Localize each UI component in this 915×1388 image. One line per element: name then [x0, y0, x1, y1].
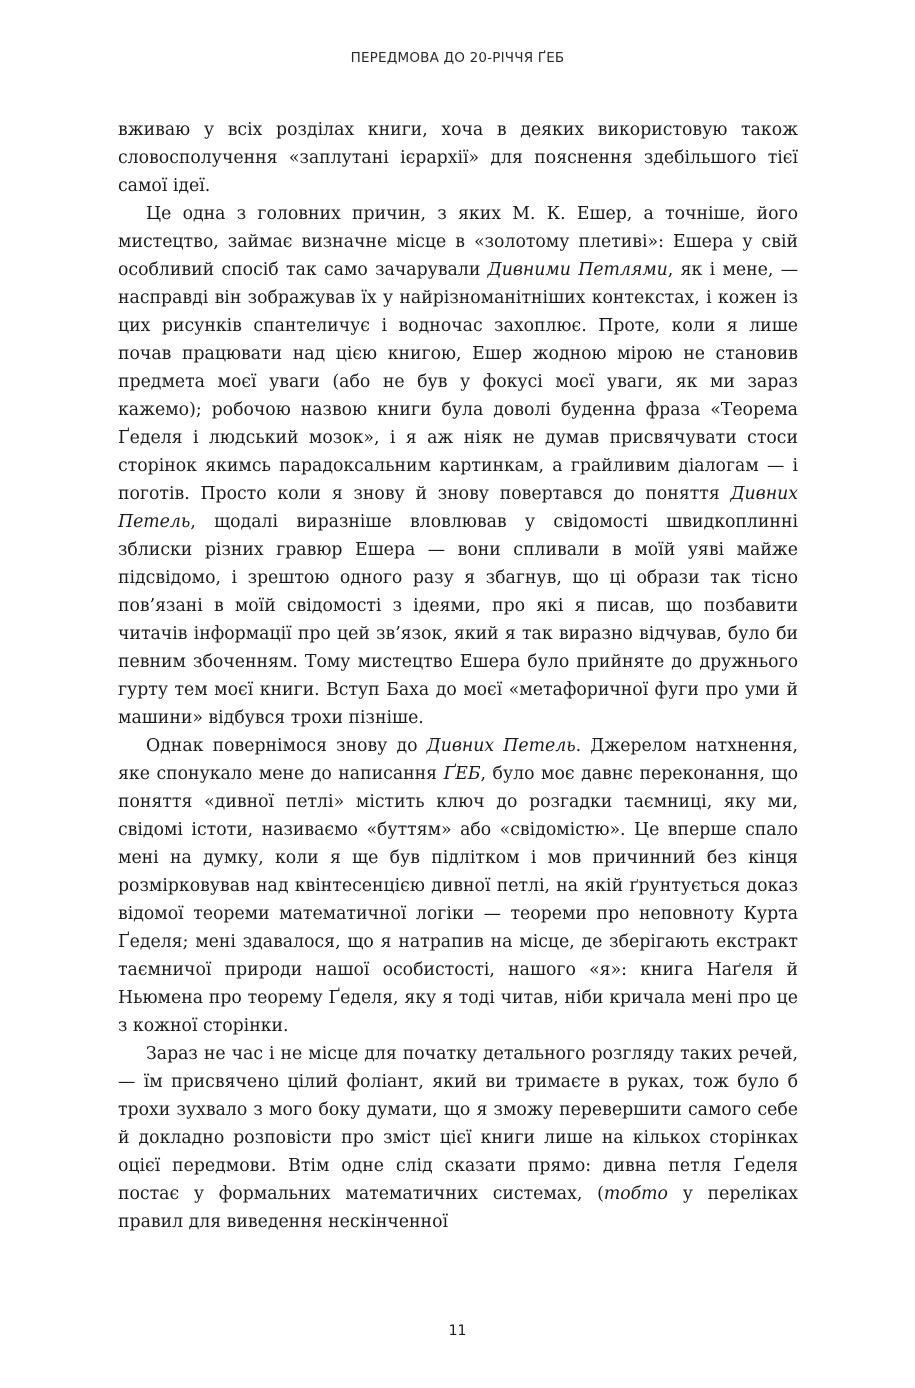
text-run: . Джерелом натхнення, яке спонукало мене до написання: [118, 736, 798, 784]
running-header: ПЕРЕДМОВА ДО 20-РІЧЧЯ ҐЕБ: [350, 50, 565, 66]
italic-text: Дивних Петель: [118, 484, 798, 532]
paragraph-2: [118, 200, 798, 732]
text-run: , було моє давнє переконання, що поняття «дивної петлі» містить ключ до розгадки таємниці, яку ми, свідомі істоти, називаємо «буттям» або «свідомістю». Це вперше спало мені на думку, коли я ще був підлітком і мов причинний без кінця розмірковував над квінтесенцією дивної петлі, на якій ґрунтується доказ відомої теореми математичної логіки — теореми про неповноту Курта Ґеделя; мені здавалося, що я натрапив на місце, де зберігають екстракт таємничої природи нашої особистості, нашого «я»: книга Наґеля й Ньюмена про теорему Ґеделя, яку я тоді читав, ніби кричала мені про це з кожної сторінки.: [118, 764, 798, 1036]
italic-text: Дивними Петлями: [487, 260, 668, 280]
text-run: у переліках правил для виведення нескінченної: [118, 1184, 798, 1232]
text-run: Однак повернімося знову до: [146, 736, 427, 756]
text-run: , як і мене, — насправді він зображував їх у найрізноманітніших контекстах, і кожен із цих рисунків спантеличує і водночас захоплює. Проте, коли я лише почав працювати над цією книгою, Ешер жодною мірою не становив предмета моєї уваги (або не був у фокусі моєї уваги, як ми зараз кажемо); робочою назвою книги була доволі буденна фраза «Теорема Ґеделя і людський мозок», і я аж ніяк не думав присвячувати стоси сторінок якимсь парадоксальним картинкам, а грайливим діалогам — і поготів. Просто коли я знову й знову повертався до поняття: [118, 260, 798, 504]
paragraph-1: [118, 116, 798, 200]
body-text: [118, 116, 798, 1236]
italic-text: тобто: [603, 1184, 668, 1204]
italic-text: ҐЕБ: [443, 764, 481, 784]
text-run: вживаю у всіх розділах книги, хоча в деяких використовую також словосполучення «заплутані ієрархії» для пояснення здебільшого тієї самої ідеї.: [118, 120, 798, 196]
paragraph-3: [118, 732, 798, 1040]
page-number: 11: [448, 1323, 467, 1339]
paragraph-4: [118, 1040, 798, 1236]
text-run: Зараз не час і не місце для початку детального розгляду таких речей, — їм присвячено цілий фоліант, який ви тримаєте в руках, тож було б трохи зухвало з мого боку думати, що я зможу перевершити самого себе й докладно розповісти про зміст цієї книги лише на кількох сторінках оцієї передмови. Втім одне слід сказати прямо: дивна петля Ґеделя постає у формальних математичних системах, (: [118, 1044, 798, 1204]
italic-text: Дивних Петель: [426, 736, 576, 756]
text-run: Це одна з головних причин, з яких М. К. Ешер, а точніше, його мистецтво, займає визначне місце в «золотому плетиві»: Ешера у свій особливий спосіб так само зачарували: [118, 204, 798, 280]
text-run: , щодалі виразніше вловлював у свідомості швидкоплинні зблиски різних гравюр Ешера — вони спливали в моїй уяві майже підсвідомо, і зрештою одного разу я збагнув, що ці образи так тісно пов’язані в моїй свідомості з ідеями, про які я писав, що позбавити читачів інформації про цей зв’язок, який я так виразно відчував, було би певним збоченням. Тому мистецтво Ешера було прийняте до дружнього гурту тем моєї книги. Вступ Баха до моєї «метафоричної фуги про уми й машини» відбувся трохи пізніше.: [118, 512, 798, 728]
